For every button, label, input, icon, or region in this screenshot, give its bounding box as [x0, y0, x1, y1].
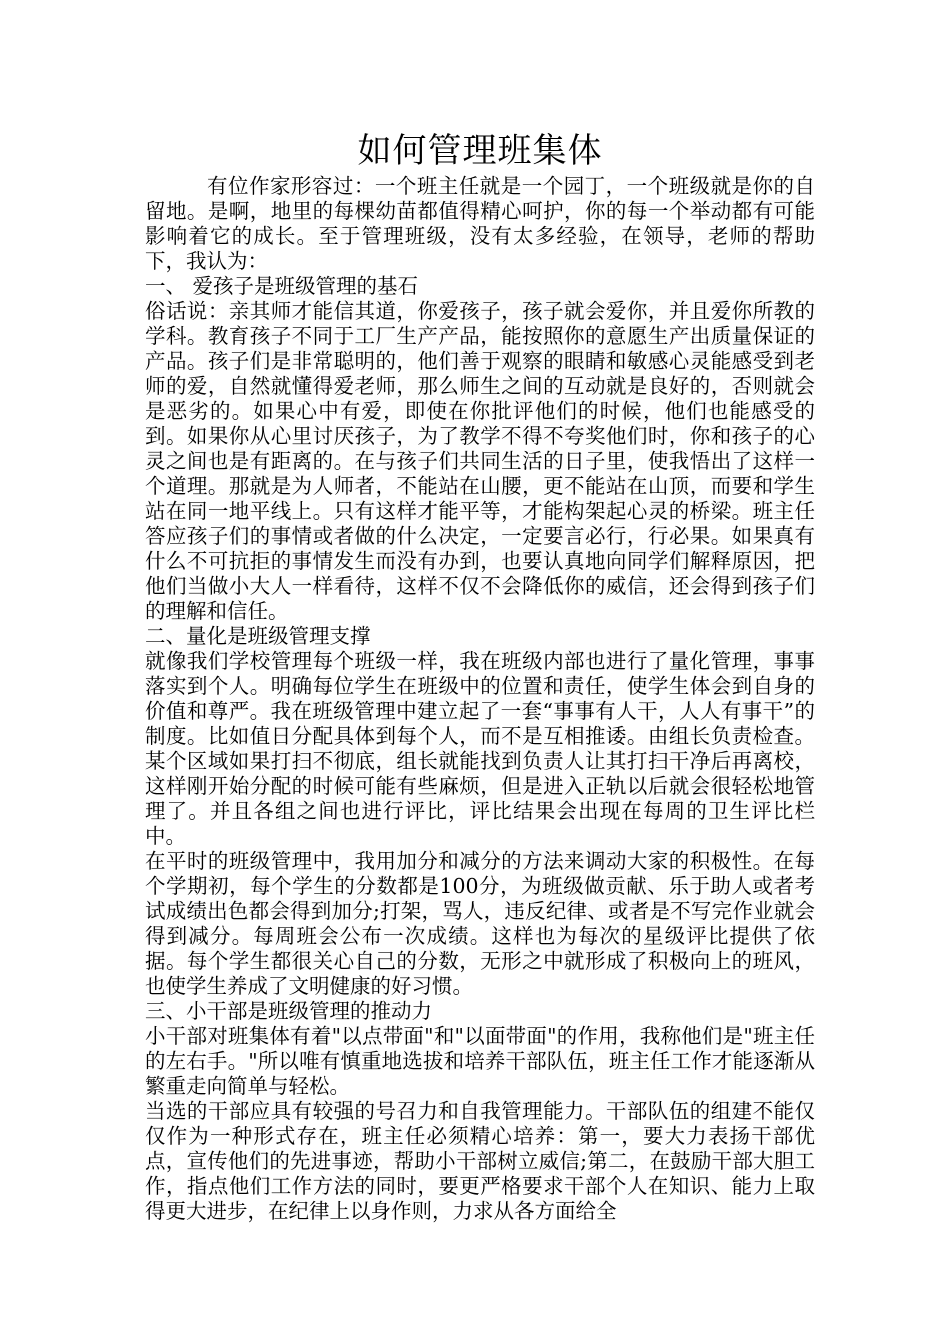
section-heading-2: 二、量化是班级管理支撑 — [145, 624, 371, 648]
section-1-paragraph: 俗话说：亲其师才能信其道，你爱孩子，孩子就会爱你，并且爱你所教的学科。教育孩子不同于工厂生产产品，能按照你的意愿生产出质量保证的产品。孩子们是非常聪明的，他们善于观察的眼睛和敏感心灵能感受到老师的爱，自然就懂得爱老师，那么师生之间的互动就是良好的，否则就会是恶劣的。如果心中有爱，即使在你批评他们的时候，他们也能感受的到。如果你从心里讨厌孩子，为了教学不得不夸奖他们时，你和孩子的心灵之间也是有距离的。在与孩子们共同生活的日子里，使我悟出了这样一个道理。那就是为人师者，不能站在山腰，更不能站在山顶，而要和学生站在同一地平线上。只有这样才能平等，才能构架起心灵的桥梁。班主任答应孩子们的事情或者做的什么决定，一定要言必行，行必果。如果真有什么不可抗拒的事情发生而没有办到，也要认真地向同学们解释原因，把他们当做小大人一样看待，这样不仅不会降低你的威信，还会得到孩子们的理解和信任。 — [145, 299, 815, 623]
intro-paragraph: 有位作家形容过：一个班主任就是一个园丁，一个班级就是你的自留地。是啊，地里的每棵幼苗都值得精心呵护，你的每一个举动都有可能影响着它的成长。至于管理班级，没有太多经验，在领导，老师的帮助下，我认为： — [145, 174, 815, 273]
section-2-paragraph-1: 就像我们学校管理每个班级一样，我在班级内部也进行了量化管理，事事落实到个人。明确每位学生在班级中的位置和责任，使学生体会到自身的价值和尊严。我在班级管理中建立起了一套“事事有人干，人人有事干”的制度。比如值日分配具体到每个人，而不是互相推诿。由组长负责检查。某个区域如果打扫不彻底，组长就能找到负责人让其打扫干净后再离校，这样刚开始分配的时候可能有些麻烦，但是进入正轨以后就会很轻松地管理了。并且各组之间也进行评比，评比结果会出现在每周的卫生评比栏中。 — [145, 649, 815, 848]
section-2-paragraph-2: 在平时的班级管理中，我用加分和减分的方法来调动大家的积极性。在每个学期初，每个学生的分数都是100分，为班级做贡献、乐于助人或者考试成绩出色都会得到加分;打架，骂人，违反纪律、或者是不写完作业就会得到减分。每周班会公布一次成绩。这样也为每次的星级评比提供了依据。每个学生都很关心自己的分数，无形之中就形成了积极向上的班风，也使学生养成了文明健康的好习惯。 — [145, 849, 815, 998]
document-title: 如何管理班集体 — [357, 131, 603, 171]
section-heading-3: 三、小干部是班级管理的推动力 — [145, 999, 432, 1023]
section-3-paragraph-2: 当选的干部应具有较强的号召力和自我管理能力。干部队伍的组建不能仅仅作为一种形式存在，班主任必须精心培养：第一，要大力表扬干部优点，宣传他们的先进事迹，帮助小干部树立威信;第二，在鼓励干部大胆工作，指点他们工作方法的同时，要更严格要求干部个人在知识、能力上取得更大进步，在纪律上以身作则，力求从各方面给全 — [145, 1099, 815, 1223]
section-heading-1: 一、 爱孩子是班级管理的基石 — [145, 274, 419, 298]
section-3-paragraph-1: 小干部对班集体有着"以点带面"和"以面带面"的作用，我称他们是"班主任的左右手。"所以唯有慎重地选拔和培养干部队伍，班主任工作才能逐渐从繁重走向简单与轻松。 — [145, 1024, 815, 1098]
document-page — [145, 128, 815, 1224]
